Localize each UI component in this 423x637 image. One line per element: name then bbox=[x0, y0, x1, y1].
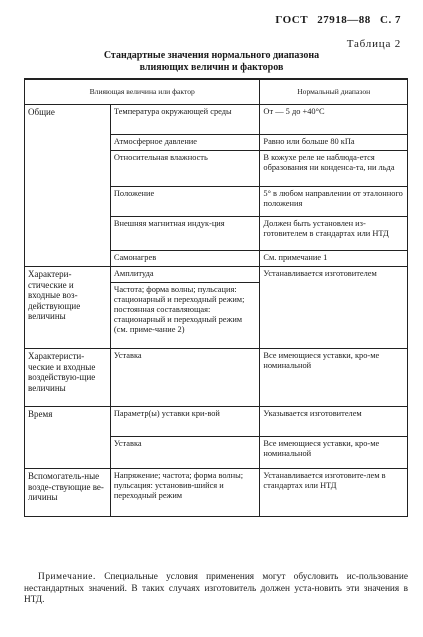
factor-cell: Амплитуда bbox=[110, 267, 260, 283]
standard-values-table bbox=[24, 78, 408, 517]
factor-cell: Уставка bbox=[110, 437, 260, 469]
group-input-characteristics-2: Характеристи-ческие и входные воздействую-щие величины bbox=[25, 349, 111, 407]
factor-cell: Напряжение; частота; форма волны; пульсация: установив-шийся и переходный режим bbox=[110, 469, 260, 517]
column-header-factor: Влияющая величина или фактор bbox=[25, 79, 260, 105]
range-cell: Все имеющиеся уставки, кро-ме номинальной bbox=[260, 437, 408, 469]
standard-label: ГОСТ bbox=[275, 14, 309, 26]
column-header-range: Нормальный диапазон bbox=[260, 79, 408, 105]
range-cell: В кожухе реле не наблюда-ется образования ни конденса-та, ни льда bbox=[260, 151, 408, 187]
group-time: Время bbox=[25, 407, 111, 469]
title-line-2: влияющих величин и факторов bbox=[139, 62, 284, 73]
factor-cell: Положение bbox=[110, 187, 260, 217]
range-cell: Указывается изготовителем bbox=[260, 407, 408, 437]
footnote bbox=[24, 572, 408, 607]
factor-cell: Параметр(ы) уставки кри-вой bbox=[110, 407, 260, 437]
table-row bbox=[25, 105, 408, 135]
factor-cell: Уставка bbox=[110, 349, 260, 407]
group-general: Общие bbox=[25, 105, 111, 267]
range-cell: 5° в любом направлении от эталонного положения bbox=[260, 187, 408, 217]
range-cell: Все имеющиеся уставки, кро-ме номинальной bbox=[260, 349, 408, 407]
range-cell: От — 5 до +40°С bbox=[260, 105, 408, 135]
range-cell: Устанавливается изготовителем bbox=[260, 267, 408, 349]
range-cell: Должен быть установлен из-готовителем в стандартах или НТД bbox=[260, 217, 408, 251]
factor-cell: Температура окружающей среды bbox=[110, 105, 260, 135]
note-text: Специальные условия применения могут обусловить ис-пользование нестандартных значений. В таких случаях изготовитель должен уста-новить эти значения в НТД. bbox=[24, 572, 409, 605]
page-number: С. 7 bbox=[380, 14, 401, 26]
factor-cell: Самонагрев bbox=[110, 251, 260, 267]
factor-cell: Внешняя магнитная индук-ция bbox=[110, 217, 260, 251]
note-lead: Примечание. bbox=[38, 572, 96, 582]
factor-cell: Частота; форма волны; пульсация: стационарный и переходный режим; постоянная составляющая: стационарный и переходный режим (см. приме-чание 2) bbox=[110, 283, 260, 349]
table-row bbox=[25, 349, 408, 407]
group-input-characteristics: Характери-стические и входные воз-действующие величины bbox=[25, 267, 111, 349]
table-row bbox=[25, 407, 408, 437]
table-label: Таблица 2 bbox=[346, 38, 401, 50]
table-row bbox=[25, 267, 408, 283]
factor-cell: Атмосферное давление bbox=[110, 135, 260, 151]
page-header bbox=[269, 14, 401, 26]
table-row bbox=[25, 469, 408, 517]
factor-cell: Относительная влажность bbox=[110, 151, 260, 187]
group-auxiliary: Вспомогатель-ные возде-ствующие ве-личины bbox=[25, 469, 111, 517]
range-cell: Равно или больше 80 кПа bbox=[260, 135, 408, 151]
table-header-row bbox=[25, 79, 408, 105]
table-title bbox=[30, 50, 393, 74]
standard-number: 27918—88 bbox=[317, 14, 371, 26]
range-cell: Устанавливается изготовите-лем в стандартах или НТД bbox=[260, 469, 408, 517]
title-line-1: Стандартные значения нормального диапазона bbox=[103, 50, 320, 61]
range-cell: См. примечание 1 bbox=[260, 251, 408, 267]
